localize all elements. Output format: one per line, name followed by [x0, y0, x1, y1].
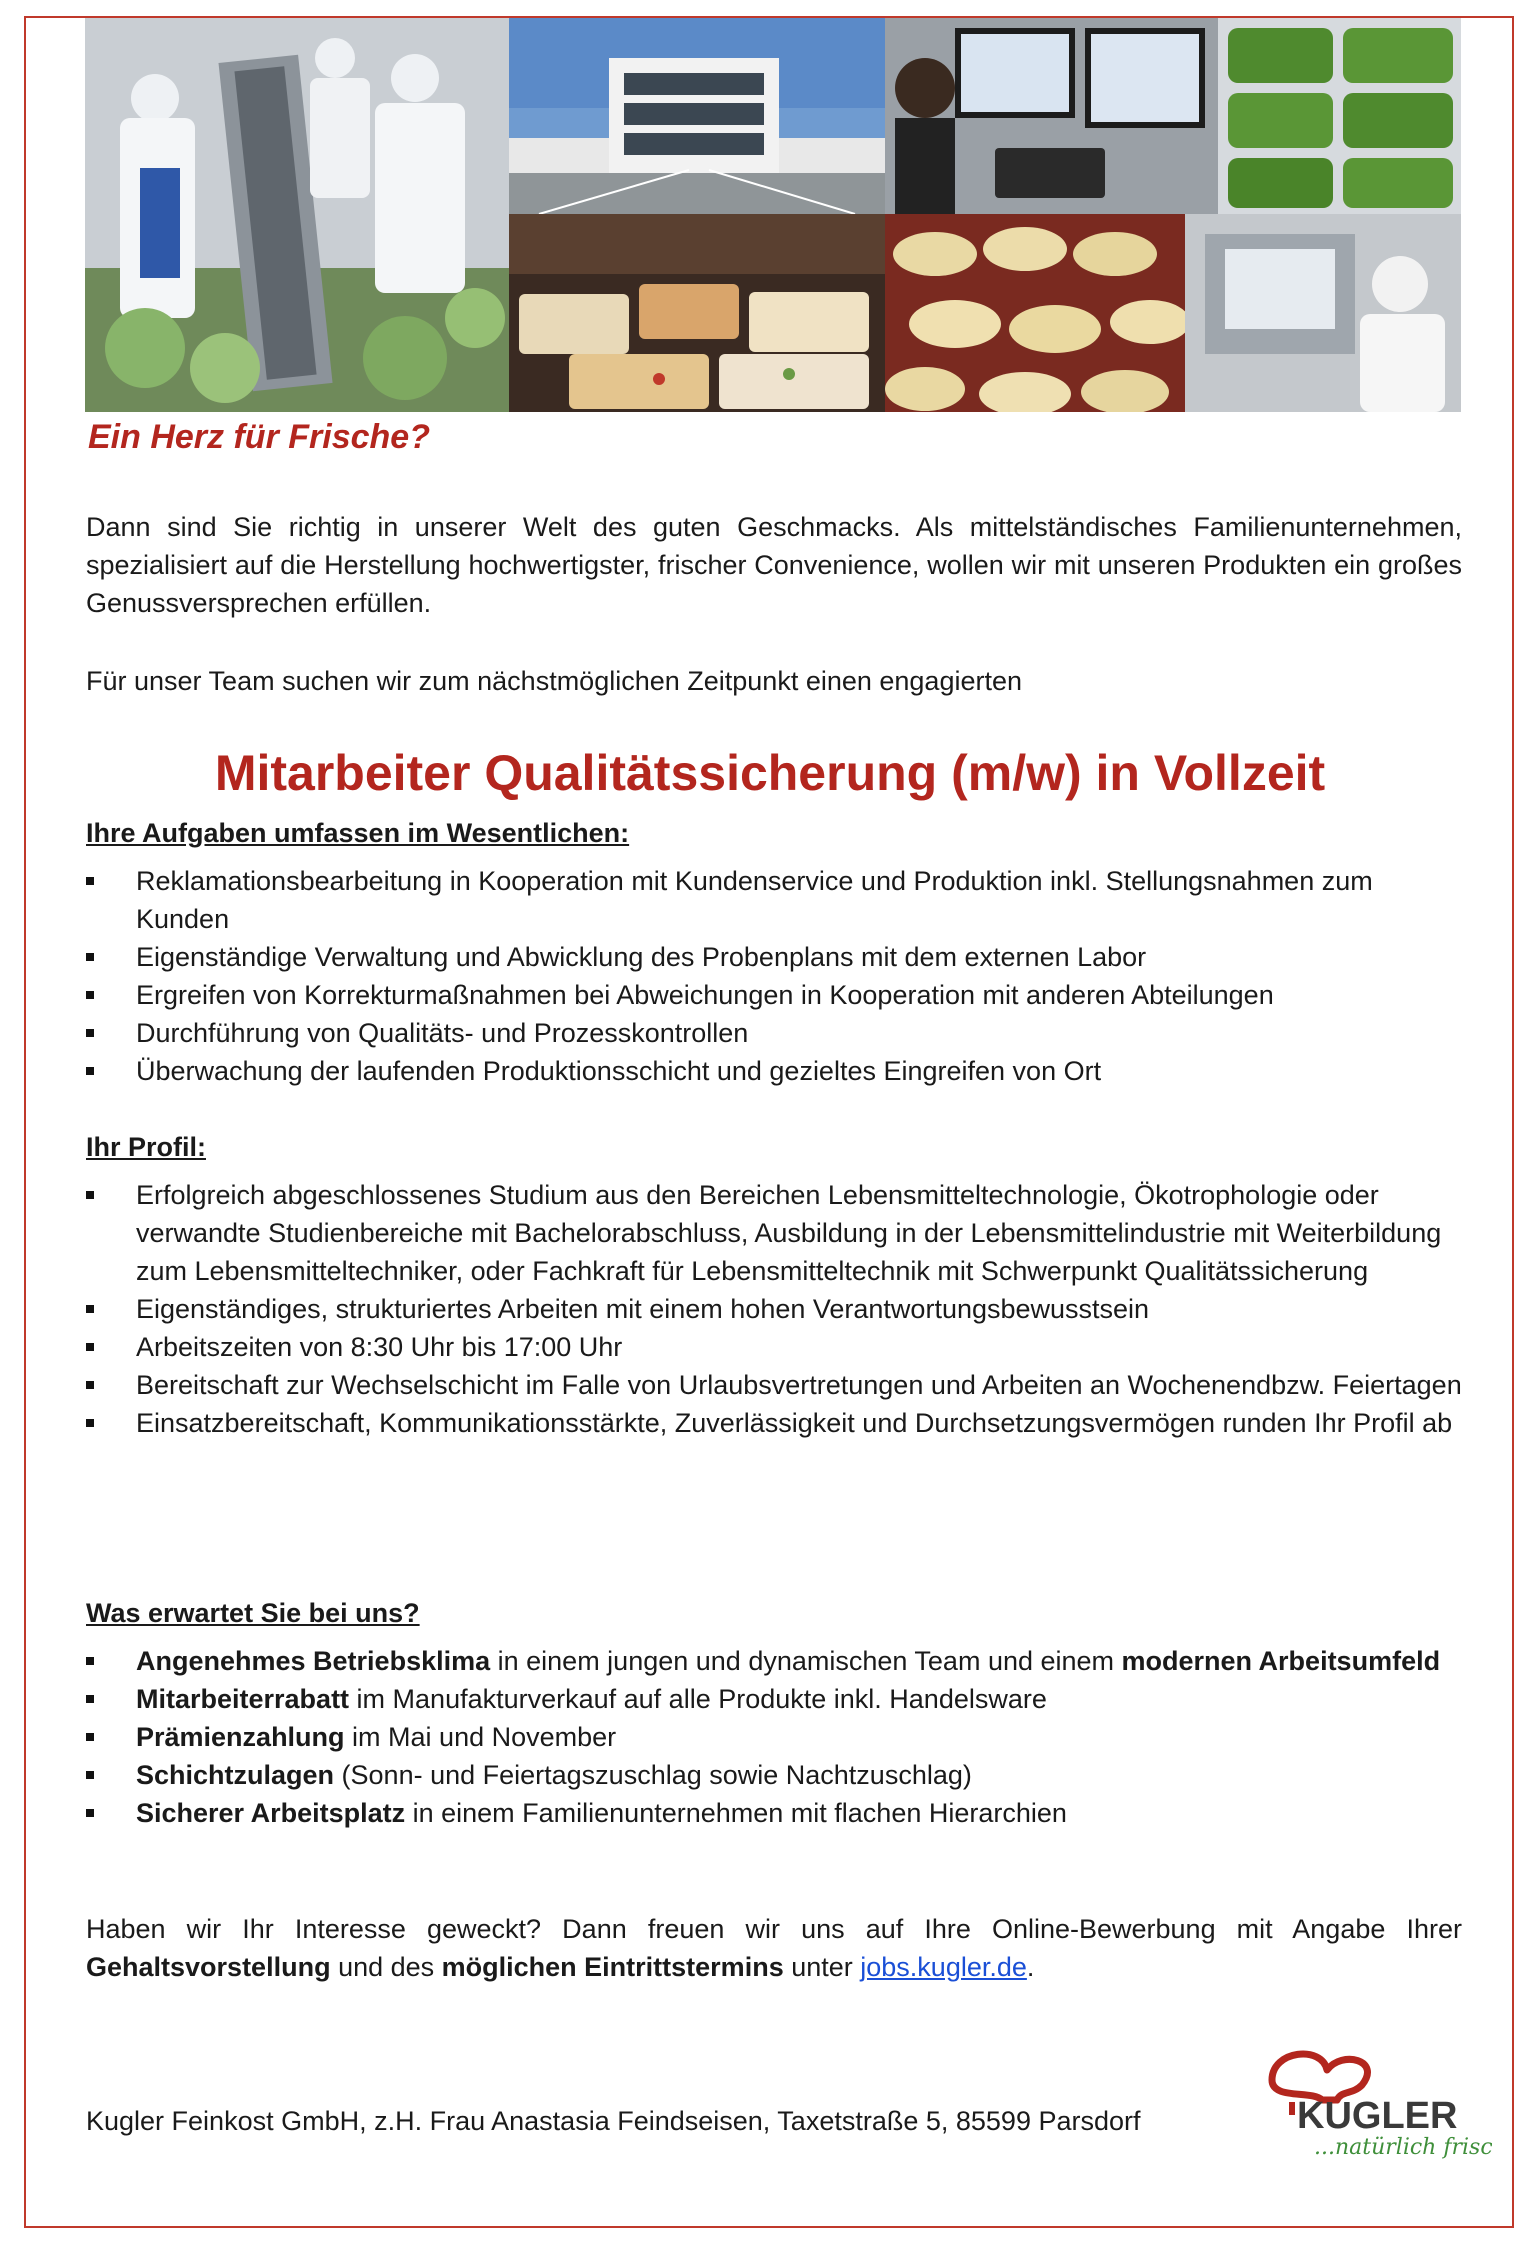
outro-text: unter [783, 1952, 861, 1982]
benefit-text: im Manufakturverkauf auf alle Produkte inkl. Handelsware [349, 1684, 1047, 1714]
list-item: Arbeitszeiten von 8:30 Uhr bis 17:00 Uhr [86, 1328, 1462, 1366]
jobs-link[interactable]: jobs.kugler.de [860, 1952, 1027, 1982]
tasks-list [86, 862, 1462, 1090]
outro-bold-start-date: möglichen Eintrittstermins [441, 1952, 784, 1982]
search-sentence: Für unser Team suchen wir zum nächstmöglichen Zeitpunkt einen engagierten [86, 666, 1023, 696]
closing-paragraph [86, 1910, 1462, 1986]
profile-list [86, 1176, 1462, 1442]
list-item: Ergreifen von Korrekturmaßnahmen bei Abweichungen in Kooperation mit anderen Abteilungen [86, 976, 1462, 1014]
job-title: Mitarbeiter Qualitätssicherung (m/w) in Vollzeit [214, 745, 1326, 801]
company-address: Kugler Feinkost GmbH, z.H. Frau Anastasia Feindseisen, Taxetstraße 5, 85599 Parsdorf [86, 2106, 1141, 2136]
headquarters-building-photo [509, 18, 885, 214]
lab-worker-photo [1185, 214, 1461, 412]
logo-slogan: ...natürlich frisch [1314, 2135, 1492, 2160]
list-item [86, 1718, 1462, 1756]
list-item: Eigenständige Verwaltung und Abwicklung des Probenplans mit dem externen Labor [86, 938, 1462, 976]
list-item [86, 1680, 1462, 1718]
benefit-text: im Mai und November [344, 1722, 617, 1752]
benefit-bold: modernen Arbeitsumfeld [1121, 1646, 1441, 1676]
benefit-bold: Prämienzahlung [136, 1722, 345, 1752]
profile-heading: Ihr Profil: [86, 1132, 206, 1162]
list-item [86, 1642, 1462, 1680]
logo-wordmark: KUGLER [1297, 2095, 1458, 2137]
benefit-text: in einem Familienunternehmen mit flachen Hierarchien [405, 1798, 1067, 1828]
list-item [86, 1756, 1462, 1794]
photo-collage [85, 18, 1461, 412]
outro-bold-salary: Gehaltsvorstellung [86, 1952, 331, 1982]
tasks-heading: Ihre Aufgaben umfassen im Wesentlichen: [86, 818, 630, 848]
benefit-bold: Angenehmes Betriebsklima [136, 1646, 491, 1676]
outro-text: und des [330, 1952, 442, 1982]
kugler-logo [1252, 2040, 1492, 2160]
list-item: Überwachung der laufenden Produktionsschicht und gezieltes Eingreifen von Ort [86, 1052, 1462, 1090]
benefit-bold: Mitarbeiterrabatt [136, 1684, 350, 1714]
intro-paragraph: Dann sind Sie richtig in unserer Welt des guten Geschmacks. Als mittelständisches Familienunternehmen, spezialisiert auf die Herstellung hochwertigster, frischer Convenience, wollen wir mit unseren Produkten ein großes Genussversprechen erfüllen. [86, 512, 1462, 618]
outro-text: . [1026, 1952, 1035, 1982]
list-item: Bereitschaft zur Wechselschicht im Falle von Urlaubsvertretungen und Arbeiten an Wochenendbzw. Feiertagen [86, 1366, 1462, 1404]
list-item: Durchführung von Qualitäts- und Prozesskontrollen [86, 1014, 1462, 1052]
benefits-heading: Was erwartet Sie bei uns? [86, 1598, 420, 1628]
office-workstation-photo [885, 18, 1218, 214]
benefits-list [86, 1642, 1462, 1832]
product-tubs-photo [885, 214, 1185, 412]
benefit-bold: Sicherer Arbeitsplatz [136, 1798, 406, 1828]
herb-trays-photo [1218, 18, 1461, 214]
outro-text: Haben wir Ihr Interesse geweckt? Dann freuen wir uns auf Ihre Online-Bewerbung mit Angabe Ihrer [86, 1914, 1462, 1944]
benefit-text: in einem jungen und dynamischen Team und einem [490, 1646, 1122, 1676]
headline: Ein Herz für Frische? [88, 418, 430, 456]
list-item: Eigenständiges, strukturiertes Arbeiten mit einem hohen Verantwortungsbewusstsein [86, 1290, 1462, 1328]
list-item: Reklamationsbearbeitung in Kooperation mit Kundenservice und Produktion inkl. Stellungsnahmen zum Kunden [86, 862, 1462, 938]
benefit-text: (Sonn- und Feiertagszuschlag sowie Nachtzuschlag) [334, 1760, 972, 1790]
list-item: Erfolgreich abgeschlossenes Studium aus den Bereichen Lebensmitteltechnologie, Ökotrophologie oder verwandte Studienbereiche mit Bachelorabschluss, Ausbildung in der Lebensmittelindustrie mit Weiterbildung zum Lebensmitteltechniker, oder Fachkraft für Lebensmitteltechnik mit Schwerpunkt Qualitätssicherung [86, 1176, 1462, 1290]
production-line-photo [85, 18, 509, 412]
salad-counter-photo [509, 214, 885, 412]
list-item: Einsatzbereitschaft, Kommunikationsstärkte, Zuverlässigkeit und Durchsetzungsvermögen runden Ihr Profil ab [86, 1404, 1462, 1442]
list-item [86, 1794, 1462, 1832]
benefit-bold: Schichtzulagen [136, 1760, 335, 1790]
